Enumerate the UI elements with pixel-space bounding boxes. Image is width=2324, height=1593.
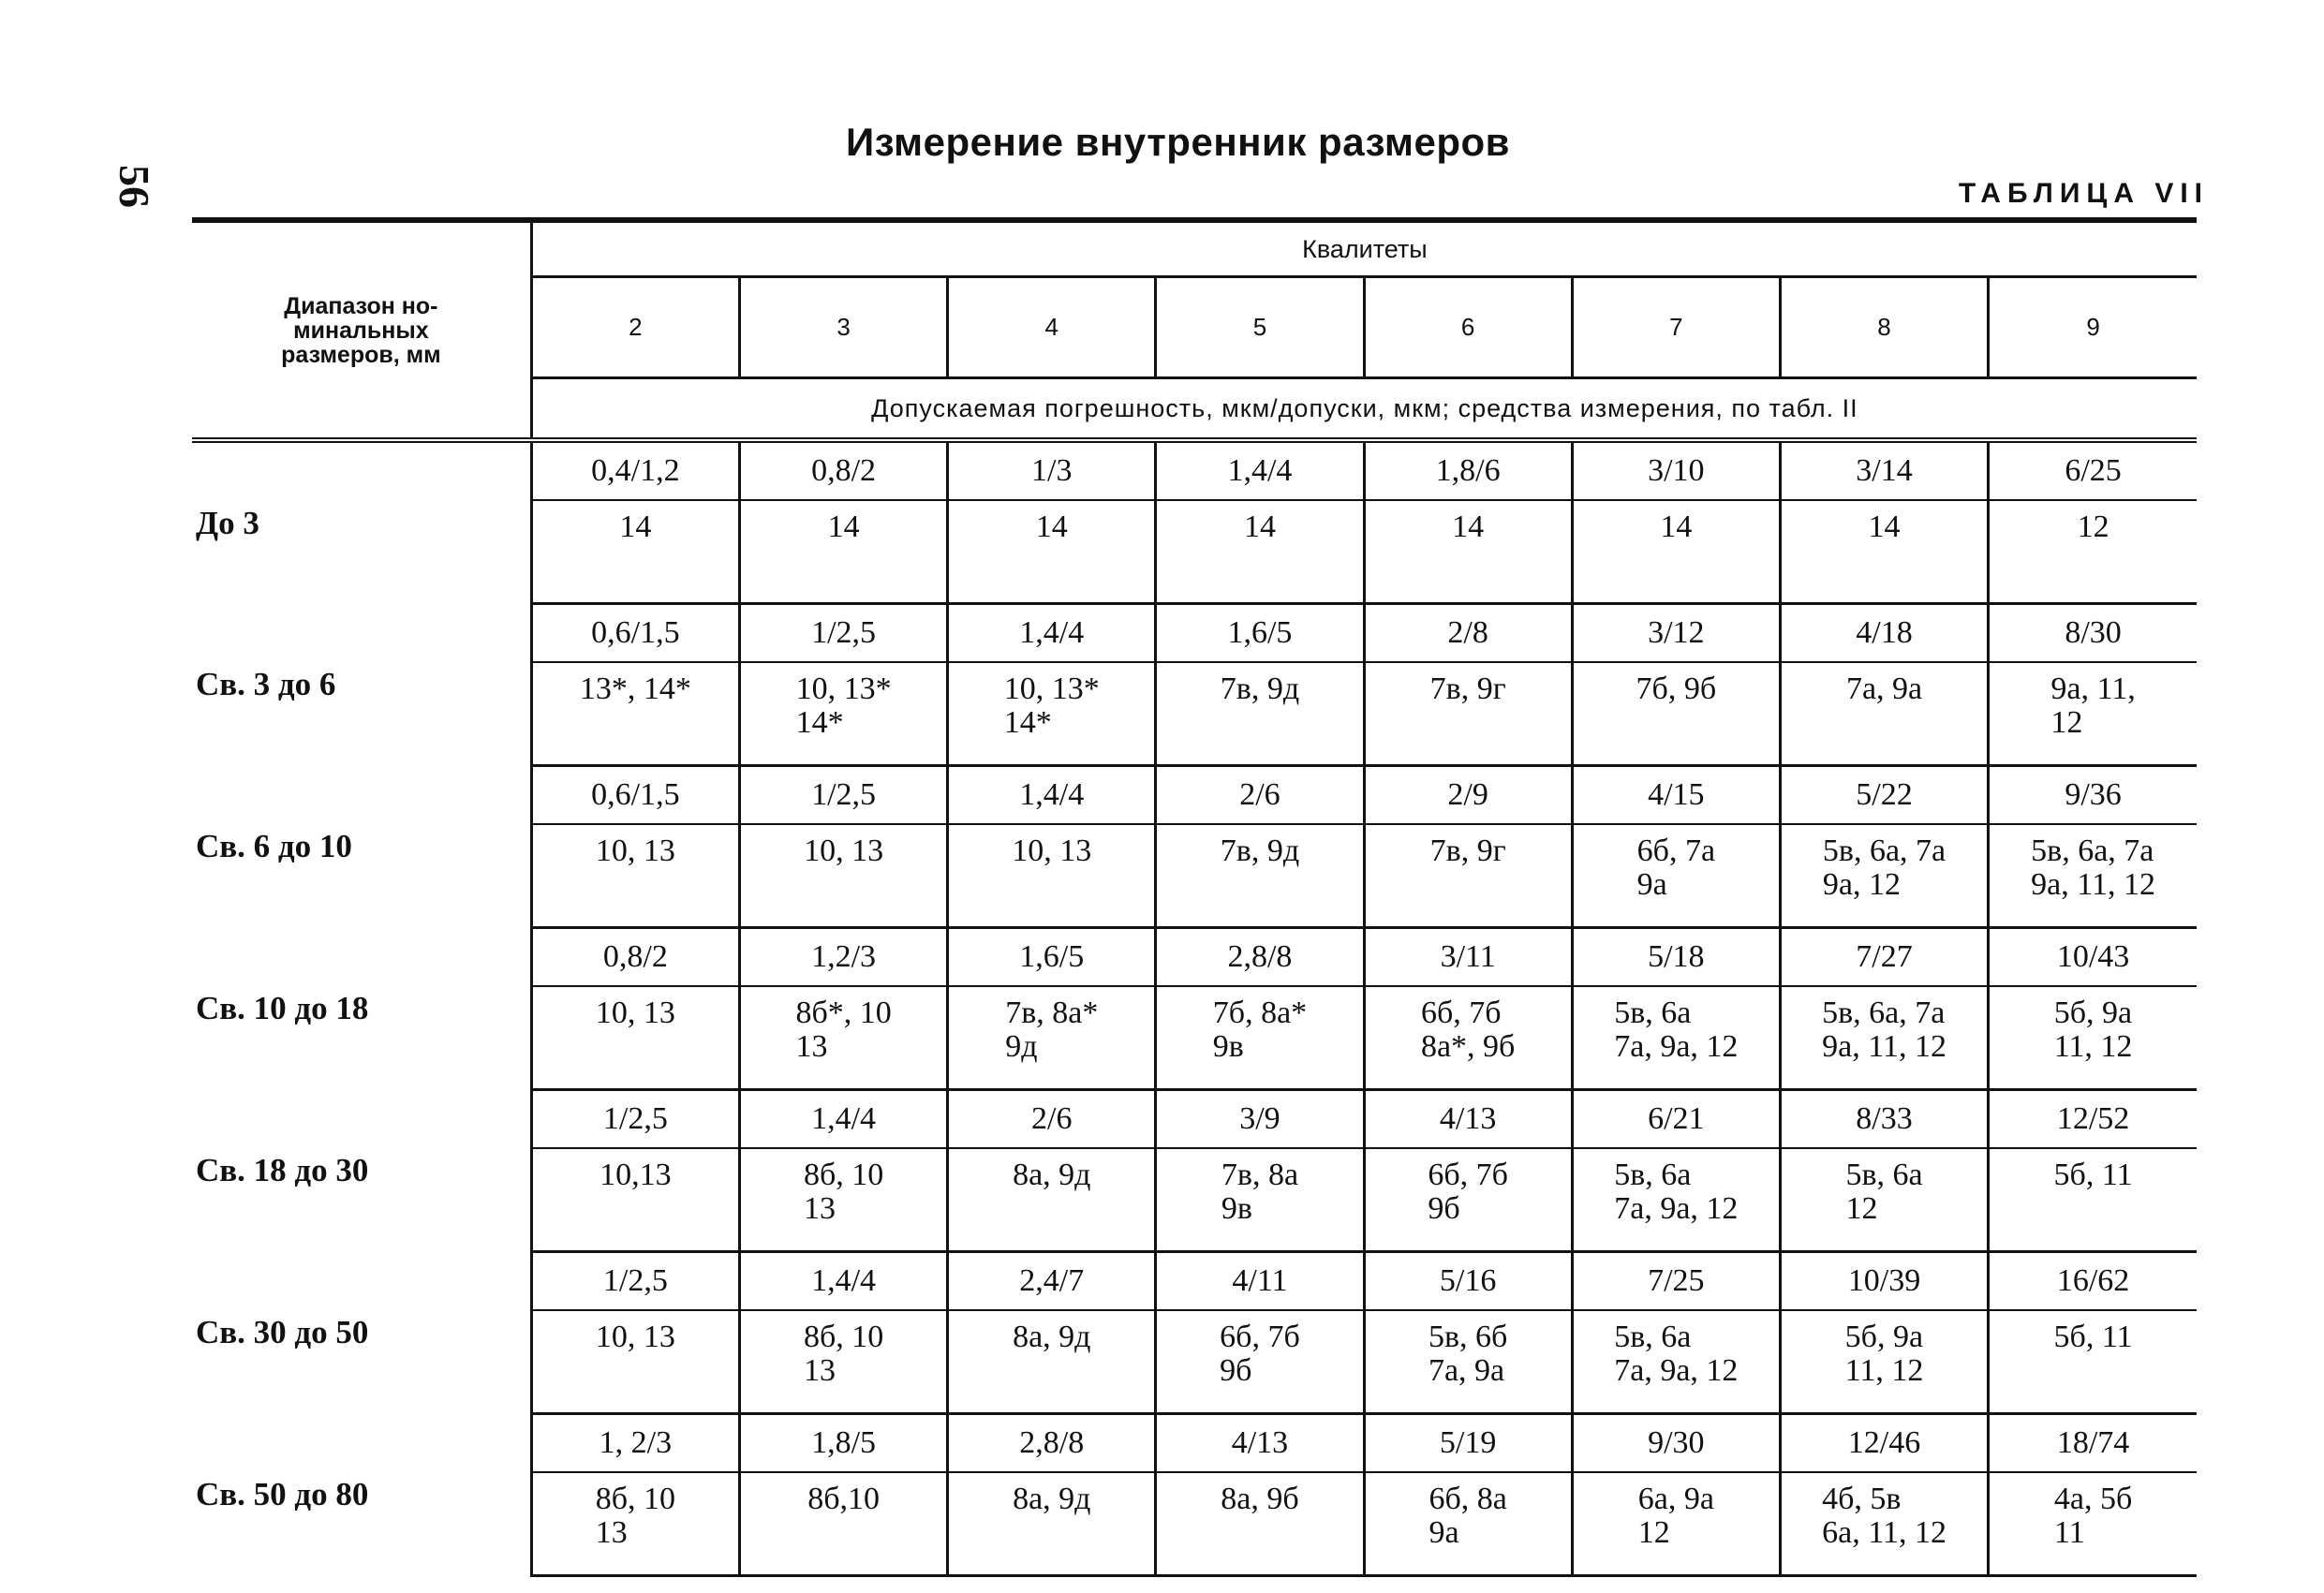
tolerance-cell: 8/33 <box>1780 1090 1988 1149</box>
means-cell <box>948 1148 1156 1252</box>
tolerance-cell: 0,8/2 <box>531 928 739 987</box>
means-cell <box>1572 662 1780 766</box>
tolerance-cell: 9/36 <box>1989 766 2197 825</box>
means-cell <box>1156 1472 1364 1576</box>
tolerance-cell: 1,4/4 <box>1156 443 1364 500</box>
means-cell <box>1364 1472 1572 1576</box>
means-text: 12 <box>2077 509 2109 544</box>
tolerance-cell: 1,4/4 <box>740 1252 948 1311</box>
means-cell <box>1364 1310 1572 1414</box>
means-text: 7в, 9г <box>1429 833 1506 868</box>
tolerance-cell: 0,6/1,5 <box>531 604 739 663</box>
means-cell <box>1572 1472 1780 1576</box>
tolerance-cell: 1,4/4 <box>740 1090 948 1149</box>
means-text: 8б, 10 13 <box>803 1158 884 1226</box>
means-text: 6б, 7а 9а <box>1636 833 1716 902</box>
means-cell <box>1364 500 1572 604</box>
means-cell <box>740 824 948 928</box>
means-text: 6б, 7б 9б <box>1428 1158 1508 1226</box>
means-text: 5б, 11 <box>2053 1158 2133 1192</box>
qualities-header: Квалитеты <box>531 223 2197 277</box>
tolerance-cell: 3/12 <box>1572 604 1780 663</box>
range-cell: Св. 50 до 80 <box>192 1414 531 1576</box>
means-cell <box>1780 1310 1988 1414</box>
tolerance-cell: 1/2,5 <box>531 1252 739 1311</box>
means-text: 5в, 6а 7а, 9а, 12 <box>1614 1158 1739 1226</box>
quality-header: 3 <box>740 277 948 378</box>
table-row-tolerance <box>192 604 2197 663</box>
means-text: 8б*, 10 13 <box>795 996 892 1064</box>
means-text: 10, 13* 14* <box>795 671 892 740</box>
means-text: 8а, 9д <box>1013 1482 1091 1516</box>
means-cell <box>948 500 1156 604</box>
tolerance-cell: 2/8 <box>1364 604 1572 663</box>
means-text: 10,13 <box>600 1158 672 1192</box>
means-cell <box>531 824 739 928</box>
tolerance-cell: 1,4/4 <box>948 604 1156 663</box>
means-cell <box>1156 500 1364 604</box>
means-text: 5в, 6а, 7а 9а, 11, 12 <box>2031 833 2155 902</box>
quality-header: 7 <box>1572 277 1780 378</box>
means-cell <box>1989 986 2197 1090</box>
tolerance-cell: 1/3 <box>948 443 1156 500</box>
means-cell <box>531 1310 739 1414</box>
table-row-tolerance <box>192 1414 2197 1473</box>
means-cell <box>1989 824 2197 928</box>
means-cell <box>1780 1472 1988 1576</box>
tolerance-cell: 3/9 <box>1156 1090 1364 1149</box>
table-row-tolerance <box>192 928 2197 987</box>
means-cell <box>531 500 739 604</box>
tolerance-cell: 1,8/6 <box>1364 443 1572 500</box>
means-text: 10, 13 <box>595 833 675 868</box>
quality-header: 9 <box>1989 277 2197 378</box>
means-text: 8б, 10 13 <box>803 1320 884 1388</box>
means-text: 14 <box>827 509 860 544</box>
means-text: 10, 13 <box>804 833 884 868</box>
means-text: 5б, 9а 11, 12 <box>1844 1320 1924 1388</box>
means-cell <box>1572 500 1780 604</box>
means-cell <box>1780 1148 1988 1252</box>
tolerance-cell: 6/25 <box>1989 443 2197 500</box>
tolerance-cell: 0,6/1,5 <box>531 766 739 825</box>
tolerance-cell: 7/27 <box>1780 928 1988 987</box>
page-title: Измерение внутренник размеров <box>846 120 1510 164</box>
means-text: 5в, 6а 7а, 9а, 12 <box>1614 996 1739 1064</box>
means-cell <box>1989 662 2197 766</box>
means-text: 7в, 9д <box>1220 833 1300 868</box>
means-text: 10, 13 <box>595 1320 675 1354</box>
means-cell <box>1780 662 1988 766</box>
means-text: 5в, 6а, 7а 9а, 12 <box>1822 833 1947 902</box>
tolerance-cell: 4/13 <box>1156 1414 1364 1473</box>
tolerance-cell: 6/21 <box>1572 1090 1780 1149</box>
tolerance-cell: 1,8/5 <box>740 1414 948 1473</box>
means-text: 14 <box>619 509 652 544</box>
means-text: 14 <box>1035 509 1068 544</box>
means-text: 7а, 9а <box>1845 671 1923 706</box>
means-text: 8а, 9д <box>1013 1320 1091 1354</box>
tolerance-cell: 3/11 <box>1364 928 1572 987</box>
tolerance-cell: 2/6 <box>948 1090 1156 1149</box>
means-cell <box>740 500 948 604</box>
means-cell <box>1156 986 1364 1090</box>
means-cell <box>1156 824 1364 928</box>
means-cell <box>1572 824 1780 928</box>
means-text: 10, 13 <box>595 996 675 1030</box>
means-text: 13*, 14* <box>579 671 691 706</box>
means-text: 14 <box>1868 509 1901 544</box>
means-text: 5в, 6а, 7а 9а, 11, 12 <box>1822 996 1947 1064</box>
means-text: 7б, 8а* 9в <box>1212 996 1308 1064</box>
means-text: 7в, 9д <box>1220 671 1300 706</box>
range-cell: До 3 <box>192 443 531 604</box>
means-cell <box>1780 824 1988 928</box>
means-text: 6б, 7б 9б <box>1220 1320 1300 1388</box>
means-text: 8б, 10 13 <box>595 1482 676 1550</box>
means-cell <box>1364 824 1572 928</box>
tolerance-cell: 7/25 <box>1572 1252 1780 1311</box>
table-label: ТАБЛИЦА VII <box>1958 178 2209 209</box>
means-cell <box>531 662 739 766</box>
means-text: 7в, 8а* 9д <box>1005 996 1099 1064</box>
tolerance-cell: 3/14 <box>1780 443 1988 500</box>
means-cell <box>1156 1148 1364 1252</box>
tolerance-cell: 18/74 <box>1989 1414 2197 1473</box>
tolerance-cell: 10/39 <box>1780 1252 1988 1311</box>
means-text: 8а, 9б <box>1221 1482 1299 1516</box>
tolerance-cell: 4/18 <box>1780 604 1988 663</box>
means-cell <box>740 1148 948 1252</box>
means-cell <box>1780 500 1988 604</box>
units-note: Допускаемая погрешность, мкм/допуски, мкм; средства измерения, по табл. II <box>871 393 1858 422</box>
tolerance-cell: 2/9 <box>1364 766 1572 825</box>
means-text: 7в, 9г <box>1429 671 1506 706</box>
means-text: 4б, 5в 6а, 11, 12 <box>1822 1482 1947 1550</box>
means-cell <box>1989 1310 2197 1414</box>
means-cell <box>1780 986 1988 1090</box>
means-cell <box>1364 662 1572 766</box>
means-text: 8а, 9д <box>1013 1158 1091 1192</box>
means-cell <box>740 662 948 766</box>
means-text: 14 <box>1452 509 1485 544</box>
tolerance-cell: 0,8/2 <box>740 443 948 500</box>
means-cell <box>1156 662 1364 766</box>
means-text: 10, 13* 14* <box>1003 671 1100 740</box>
tolerance-cell: 12/52 <box>1989 1090 2197 1149</box>
means-cell <box>1989 1148 2197 1252</box>
tolerance-cell: 2,8/8 <box>948 1414 1156 1473</box>
tolerance-cell: 1/2,5 <box>531 1090 739 1149</box>
means-cell <box>948 662 1156 766</box>
means-cell <box>1364 1148 1572 1252</box>
tolerance-cell: 1/2,5 <box>740 604 948 663</box>
means-text: 10, 13 <box>1012 833 1092 868</box>
tolerance-cell: 2,4/7 <box>948 1252 1156 1311</box>
means-cell <box>1572 986 1780 1090</box>
quality-header: 2 <box>531 277 739 378</box>
means-text: 5в, 6б 7а, 9а <box>1428 1320 1508 1388</box>
tolerance-cell: 1,2/3 <box>740 928 948 987</box>
range-cell: Св. 18 до 30 <box>192 1090 531 1252</box>
means-text: 6б, 8а 9а <box>1428 1482 1507 1550</box>
tolerance-cell: 2/6 <box>1156 766 1364 825</box>
means-cell <box>1156 1310 1364 1414</box>
page-number: 56 <box>111 165 158 208</box>
means-cell <box>740 986 948 1090</box>
means-text: 5в, 6а 12 <box>1845 1158 1923 1226</box>
means-text: 14 <box>1660 509 1693 544</box>
means-cell <box>740 1310 948 1414</box>
quality-header: 5 <box>1156 277 1364 378</box>
table-grid <box>192 223 2197 1577</box>
means-text: 5б, 11 <box>2053 1320 2133 1354</box>
tolerance-cell: 5/18 <box>1572 928 1780 987</box>
means-text: 14 <box>1243 509 1276 544</box>
tolerance-cell: 4/11 <box>1156 1252 1364 1311</box>
means-cell <box>531 1472 739 1576</box>
means-cell <box>531 1148 739 1252</box>
quality-header: 8 <box>1780 277 1988 378</box>
table-row-tolerance <box>192 766 2197 825</box>
means-cell <box>948 986 1156 1090</box>
table-row-tolerance <box>192 1252 2197 1311</box>
tolerance-table <box>192 217 2197 1577</box>
means-text: 6б, 7б 8а*, 9б <box>1420 996 1516 1064</box>
table-row-tolerance <box>192 1090 2197 1149</box>
means-cell <box>948 1310 1156 1414</box>
tolerance-cell: 1,6/5 <box>1156 604 1364 663</box>
means-text: 9а, 11, 12 <box>2050 671 2136 740</box>
means-cell <box>948 824 1156 928</box>
tolerance-cell: 8/30 <box>1989 604 2197 663</box>
means-text: 6а, 9а 12 <box>1637 1482 1714 1550</box>
tolerance-cell: 4/13 <box>1364 1090 1572 1149</box>
means-text: 5б, 9а 11, 12 <box>2053 996 2133 1064</box>
tolerance-cell: 5/16 <box>1364 1252 1572 1311</box>
tolerance-cell: 5/22 <box>1780 766 1988 825</box>
means-cell <box>531 986 739 1090</box>
tolerance-cell: 3/10 <box>1572 443 1780 500</box>
means-cell <box>1572 1148 1780 1252</box>
tolerance-cell: 16/62 <box>1989 1252 2197 1311</box>
tolerance-cell: 1/2,5 <box>740 766 948 825</box>
tolerance-cell: 4/15 <box>1572 766 1780 825</box>
table-row-tolerance <box>192 443 2197 500</box>
means-text: 5в, 6а 7а, 9а, 12 <box>1614 1320 1739 1388</box>
quality-header: 6 <box>1364 277 1572 378</box>
tolerance-cell: 9/30 <box>1572 1414 1780 1473</box>
range-cell: Св. 6 до 10 <box>192 766 531 928</box>
means-text: 7б, 9б <box>1636 671 1717 706</box>
range-cell: Св. 3 до 6 <box>192 604 531 766</box>
means-text: 7в, 8а 9в <box>1221 1158 1299 1226</box>
tolerance-cell: 5/19 <box>1364 1414 1572 1473</box>
tolerance-cell: 0,4/1,2 <box>531 443 739 500</box>
means-text: 4а, 5б 11 <box>2053 1482 2133 1550</box>
range-column-header: Диапазон но- минальных размеров, мм <box>192 223 531 440</box>
tolerance-cell: 10/43 <box>1989 928 2197 987</box>
range-cell: Св. 10 до 18 <box>192 928 531 1090</box>
means-cell <box>740 1472 948 1576</box>
tolerance-cell: 1,6/5 <box>948 928 1156 987</box>
quality-header: 4 <box>948 277 1156 378</box>
tolerance-cell: 1,4/4 <box>948 766 1156 825</box>
means-cell <box>1572 1310 1780 1414</box>
tolerance-cell: 1, 2/3 <box>531 1414 739 1473</box>
means-text: 8б,10 <box>807 1482 880 1516</box>
tolerance-cell: 2,8/8 <box>1156 928 1364 987</box>
means-cell <box>1989 500 2197 604</box>
range-cell: Св. 30 до 50 <box>192 1252 531 1414</box>
means-cell <box>948 1472 1156 1576</box>
means-cell <box>1364 986 1572 1090</box>
tolerance-cell: 12/46 <box>1780 1414 1988 1473</box>
means-cell <box>1989 1472 2197 1576</box>
